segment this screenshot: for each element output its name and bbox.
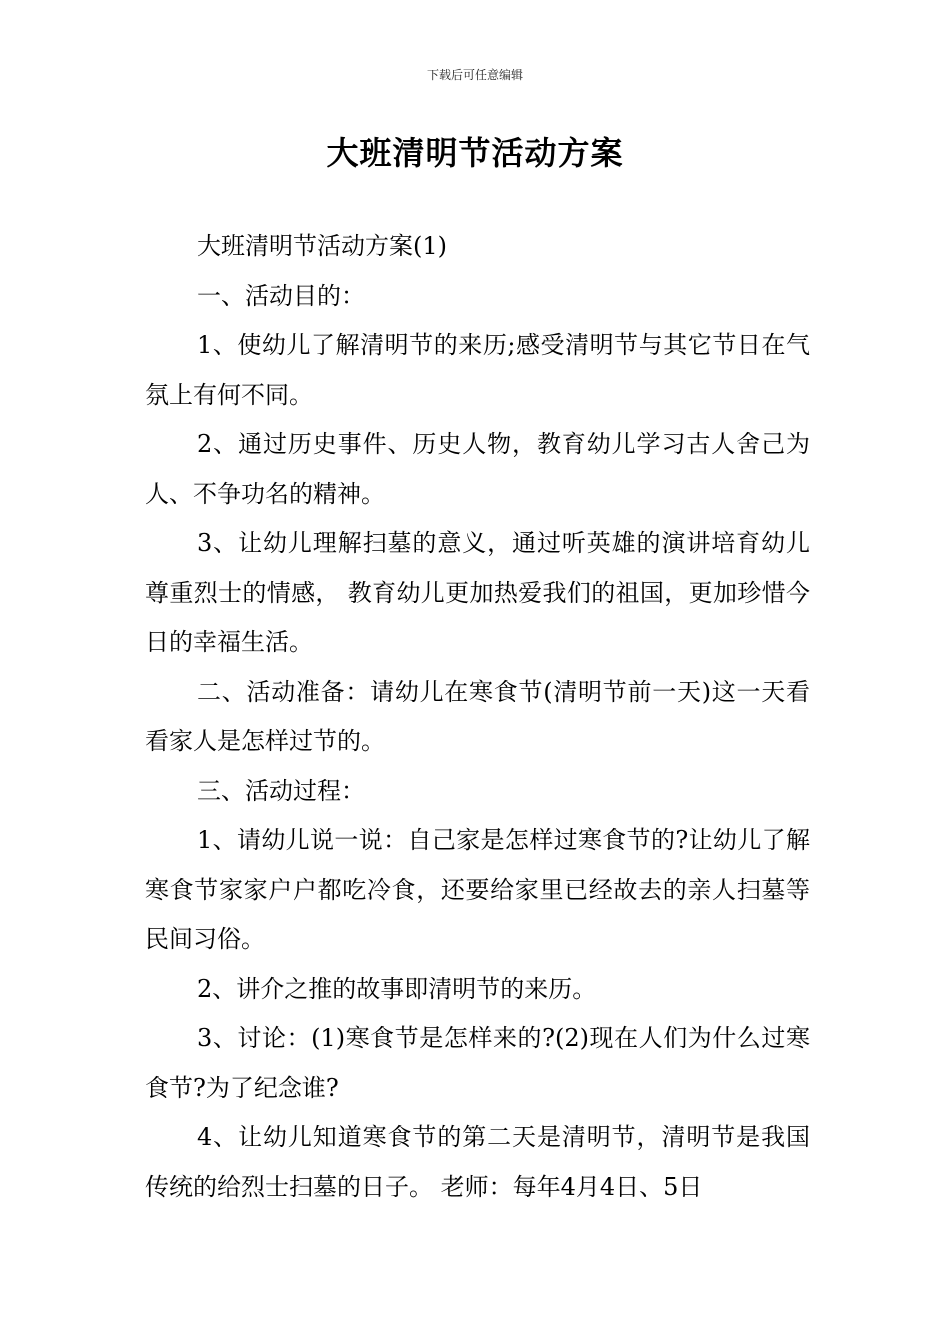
paragraph: 4、让幼儿知道寒食节的第二天是清明节，清明节是我国传统的给烈士扫墓的日子。 老师：每年4月4日、5日 xyxy=(145,1123,810,1201)
paragraph: 2、讲介之推的故事即清明节的来历。 xyxy=(197,974,597,1003)
paragraph: 2、通过历史事件、历史人物，教育幼儿学习古人舍己为人、不争功名的精神。 xyxy=(145,430,810,508)
paragraph: 3、讨论：(1)寒食节是怎样来的?(2)现在人们为什么过寒食节?为了纪念谁? xyxy=(145,1024,810,1102)
document-body xyxy=(145,222,810,1212)
paragraph: 二、活动准备：请幼儿在寒食节(清明节前一天)这一天看看家人是怎样过节的。 xyxy=(145,677,810,755)
paragraph: 3、让幼儿理解扫墓的意义，通过听英雄的演讲培育幼儿尊重烈士的情感， 教育幼儿更加热爱我们的祖国，更加珍惜今日的幸福生活。 xyxy=(145,529,810,656)
document-title: 大班清明节活动方案 xyxy=(326,134,624,172)
paragraph-section-heading: 一、活动目的： xyxy=(197,281,365,310)
paragraph-section-heading: 三、活动过程： xyxy=(197,776,365,805)
paragraph-subtitle: 大班清明节活动方案(1) xyxy=(197,232,447,260)
header-note: 下载后可任意编辑 xyxy=(426,68,523,82)
paragraph: 1、请幼儿说一说：自己家是怎样过寒食节的?让幼儿了解寒食节家家户户都吃冷食，还要给家里已经故去的亲人扫墓等民间习俗。 xyxy=(145,826,810,953)
paragraph: 1、使幼儿了解清明节的来历;感受清明节与其它节日在气氛上有何不同。 xyxy=(145,331,810,409)
